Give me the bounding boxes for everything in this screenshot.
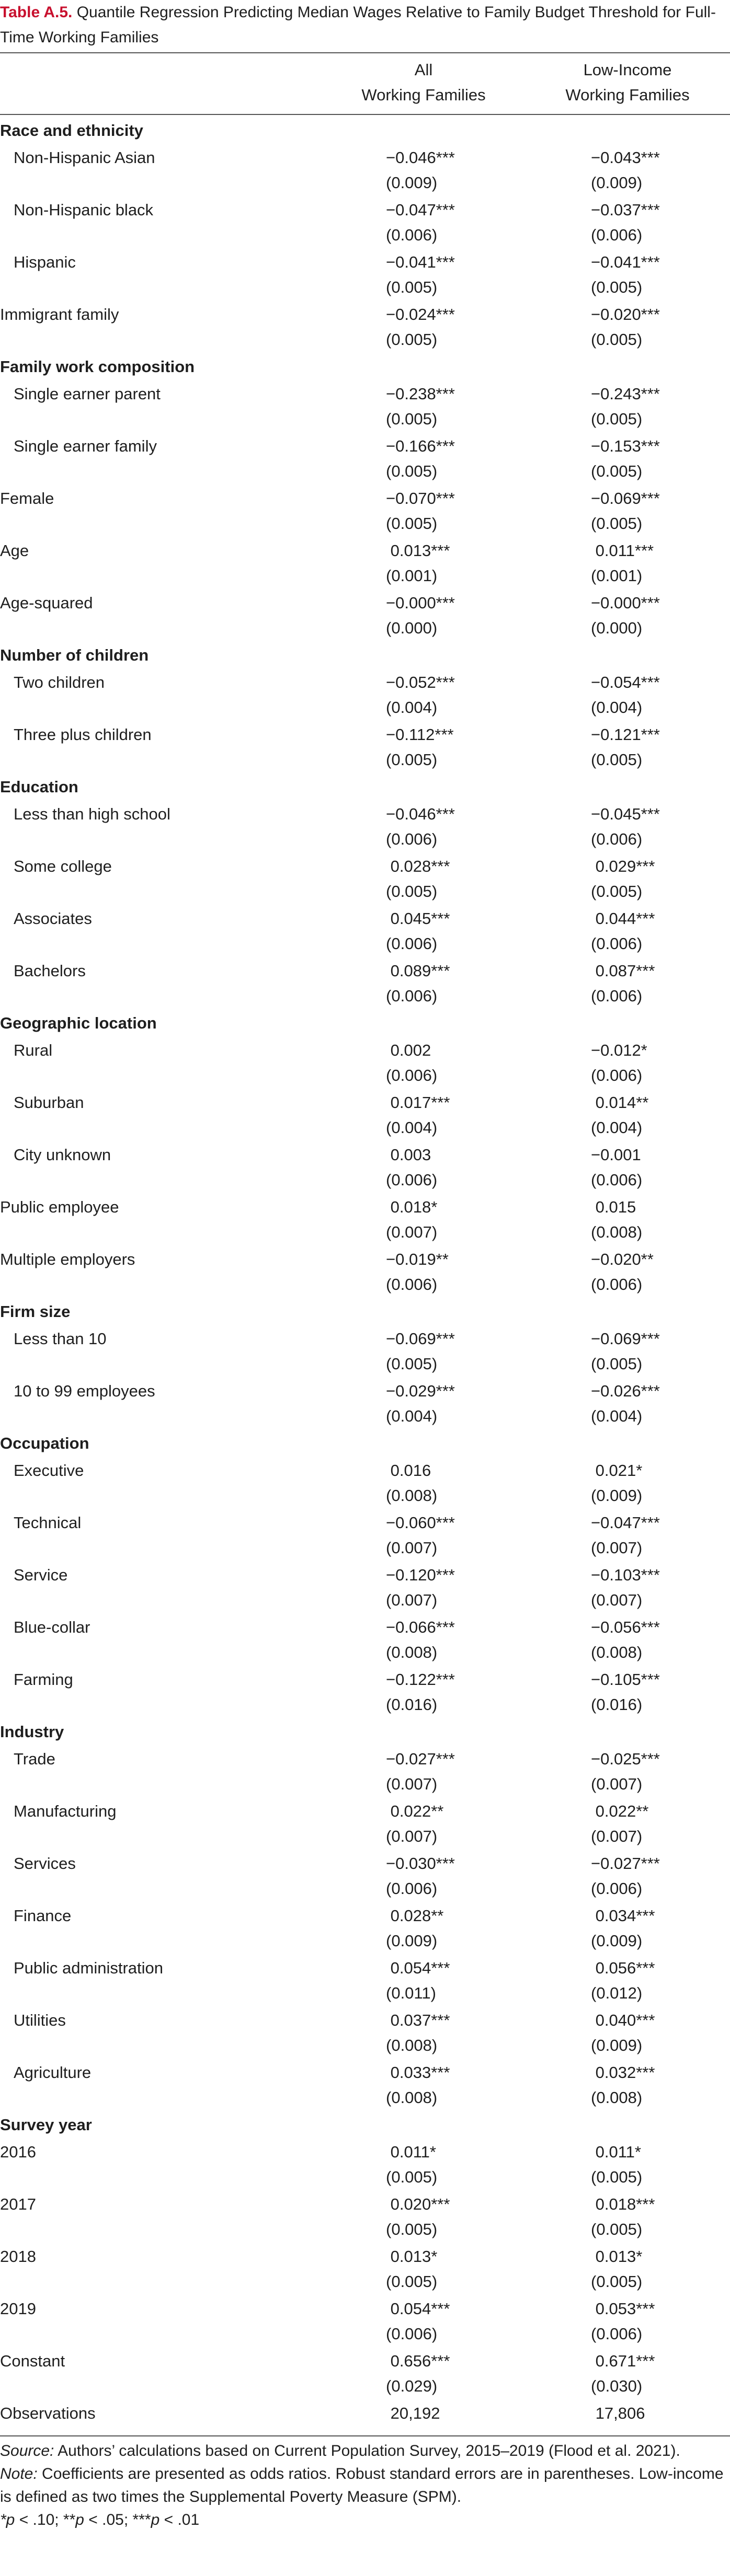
sig-part-c: p [75,2511,84,2528]
row-label: Suburban [14,1093,84,1112]
row-label: Hispanic [14,253,76,271]
row-label: Technical [14,1514,82,1532]
row-label: Non-Hispanic black [14,201,154,219]
se-low: (0.005) [591,410,643,428]
coef-low: −0.105*** [591,1670,660,1689]
column-header-all-line1: All [414,61,433,79]
se-all: (0.007) [386,1223,438,1241]
se-low: (0.001) [591,567,643,585]
coef-all: −0.027*** [386,1750,455,1768]
se-low: (0.008) [591,2088,643,2107]
row-label: Non-Hispanic Asian [14,148,155,167]
se-all: (0.016) [386,1695,438,1714]
coef-all: 0.017*** [386,1093,450,1112]
se-low: (0.005) [591,2220,643,2238]
se-low: (0.030) [591,2377,643,2395]
coef-low: 0.011* [591,2143,641,2161]
se-all: (0.007) [386,1775,438,1793]
coef-all: −0.238*** [386,385,455,403]
se-low: (0.006) [591,226,643,244]
se-all: (0.005) [386,330,438,349]
se-all: (0.009) [386,174,438,192]
row-label: Constant [0,2352,65,2370]
bottom-rule [0,2435,730,2436]
se-all: (0.005) [386,2220,438,2238]
coef-low: 0.011*** [591,541,654,560]
row-label: Immigrant family [0,305,119,324]
se-low: (0.005) [591,514,643,533]
coef-all: −0.000*** [386,594,455,612]
row-label: Trade [14,1750,55,1768]
coef-low: −0.054*** [591,673,660,691]
se-all: (0.007) [386,1827,438,1845]
coef-all: 0.003 [386,1146,431,1164]
se-low: (0.007) [591,1775,643,1793]
top-rule [0,52,730,53]
se-all: (0.005) [386,882,438,900]
se-low: (0.006) [591,934,643,953]
row-label: Associates [14,909,92,928]
se-low: (0.005) [591,882,643,900]
table-caption [0,0,727,50]
se-all: (0.005) [386,1355,438,1373]
coef-low: 0.040*** [591,2011,655,2029]
se-all: (0.006) [386,1275,438,1293]
se-all: (0.009) [386,1932,438,1950]
coef-all: 0.002 [386,1041,431,1059]
coef-low: −0.069*** [591,489,660,507]
se-low: (0.006) [591,1879,643,1898]
coef-low: 0.022** [591,1802,649,1820]
coef-low: 0.018*** [591,2195,655,2213]
se-low: (0.009) [591,2036,643,2054]
coef-low: −0.001 [591,1146,641,1164]
se-all: (0.000) [386,619,438,637]
coef-all: −0.041*** [386,253,455,271]
coef-all: −0.046*** [386,148,455,167]
coef-low: −0.020** [591,1250,654,1268]
se-low: (0.006) [591,987,643,1005]
se-low: (0.005) [591,1355,643,1373]
footnote-note-label: Note: [0,2465,38,2482]
coef-low: 0.044*** [591,909,655,928]
coef-low: 0.013* [591,2247,643,2266]
coef-all: −0.166*** [386,437,455,455]
row-label: Agriculture [14,2063,92,2082]
coef-all: 0.054*** [386,1959,450,1977]
row-label: Finance [14,1907,72,1925]
table-caption-text: Quantile Regression Predicting Median Wages Relative to Family Budget Threshold for Full-Time Working Families [0,4,716,46]
row-label: Some college [14,857,112,875]
coef-all: −0.019** [386,1250,449,1268]
column-header-low-income [528,57,727,108]
se-low: (0.008) [591,1643,643,1661]
se-all: (0.008) [386,2036,438,2054]
row-label: Public employee [0,1198,119,1216]
se-all: (0.007) [386,1591,438,1609]
row-label: Observations [0,2404,96,2422]
se-all: (0.005) [386,278,438,296]
footnote-note-text: Coefficients are presented as odds ratios. Robust standard errors are in parentheses. Low-income is defined as two times the Supplemental Poverty Measure (SPM). [0,2465,724,2505]
coef-low: −0.045*** [591,805,660,823]
coef-low: 0.034*** [591,1907,655,1925]
se-low: (0.004) [591,1407,643,1425]
row-label: Single earner parent [14,385,161,403]
section-label: Number of children [0,646,149,664]
se-low: (0.009) [591,1932,643,1950]
coef-all: −0.024*** [386,305,455,324]
coef-all: −0.047*** [386,201,455,219]
coef-all: −0.120*** [386,1566,455,1584]
row-label: Two children [14,673,105,691]
coef-all: −0.052*** [386,673,455,691]
coef-low: −0.043*** [591,148,660,167]
se-low: (0.006) [591,1066,643,1084]
coef-low: −0.243*** [591,385,660,403]
coef-all: 0.054*** [386,2300,450,2318]
coef-low: 0.021* [591,1461,643,1480]
footnote-source-label: Source: [0,2442,54,2459]
coef-low: −0.153*** [591,437,660,455]
se-all: (0.029) [386,2377,438,2395]
coef-all: 0.022** [386,1802,444,1820]
coef-all: 0.045*** [386,909,450,928]
footnote-source-text: Authors’ calculations based on Current Population Survey, 2015–2019 (Flood et al. 2021). [54,2442,680,2459]
se-all: (0.006) [386,2325,438,2343]
se-all: (0.005) [386,2272,438,2291]
row-label: Single earner family [14,437,157,455]
table-caption-label: Table A.5. [0,4,73,21]
column-header-low-line2: Working Families [565,86,690,104]
row-label: 10 to 99 employees [14,1382,155,1400]
row-label: Farming [14,1670,73,1689]
coef-all: 0.016 [386,1461,431,1480]
coef-low: −0.037*** [591,201,660,219]
section-label: Race and ethnicity [0,121,143,140]
se-all: (0.008) [386,2088,438,2107]
column-header-low-line1: Low-Income [583,61,672,79]
sig-part-a: *p [0,2511,15,2528]
se-all: (0.004) [386,1118,438,1137]
se-low: (0.005) [591,2272,643,2291]
se-low: (0.006) [591,1171,643,1189]
se-all: (0.006) [386,1066,438,1084]
coef-all: 0.028** [386,1907,444,1925]
coef-low: −0.121*** [591,725,660,744]
se-all: (0.005) [386,2168,438,2186]
coef-all: −0.029*** [386,1382,455,1400]
coef-low: −0.041*** [591,253,660,271]
row-label: City unknown [14,1146,111,1164]
se-low: (0.004) [591,698,643,717]
se-low: (0.009) [591,1486,643,1505]
coef-all: −0.060*** [386,1514,455,1532]
se-low: (0.008) [591,1223,643,1241]
se-all: (0.005) [386,750,438,769]
coef-low: 0.015 [591,1198,636,1216]
se-all: (0.006) [386,1171,438,1189]
row-label: Female [0,489,54,507]
column-header-all-line2: Working Families [361,86,486,104]
row-label: Age-squared [0,594,93,612]
se-low: (0.016) [591,1695,643,1714]
se-all: (0.006) [386,1879,438,1898]
coef-low: −0.012* [591,1041,647,1059]
coef-all: 0.011* [386,2143,436,2161]
coef-low: −0.069*** [591,1330,660,1348]
se-all: (0.006) [386,934,438,953]
row-label: Utilities [14,2011,66,2029]
se-all: (0.006) [386,226,438,244]
sig-part-b: < .10; ** [15,2511,76,2528]
coef-low: −0.000*** [591,594,660,612]
se-low: (0.006) [591,2325,643,2343]
se-all: (0.005) [386,514,438,533]
row-label: Service [14,1566,68,1584]
column-header-all [314,57,533,108]
section-label: Occupation [0,1434,89,1452]
se-low: (0.009) [591,174,643,192]
footnote-note [0,2463,730,2509]
coef-all: 0.013*** [386,541,450,560]
coef-all: 0.089*** [386,962,450,980]
coef-low: −0.020*** [591,305,660,324]
se-low: (0.006) [591,830,643,848]
coef-low: −0.027*** [591,1854,660,1873]
se-all: (0.008) [386,1643,438,1661]
row-label: Less than 10 [14,1330,107,1348]
se-low: (0.000) [591,619,643,637]
se-low: (0.007) [591,1827,643,1845]
row-label: Manufacturing [14,1802,117,1820]
footnote-source [0,2440,730,2463]
row-label: Blue-collar [14,1618,90,1636]
section-label: Survey year [0,2116,92,2134]
se-all: (0.011) [386,1984,436,2002]
se-all: (0.001) [386,567,438,585]
row-label: Executive [14,1461,84,1480]
coef-low: 0.029*** [591,857,655,875]
se-low: (0.004) [591,1118,643,1137]
row-label: 2017 [0,2195,36,2213]
se-low: (0.005) [591,278,643,296]
row-label: 2018 [0,2247,36,2266]
row-label: Bachelors [14,962,86,980]
se-low: (0.007) [591,1591,643,1609]
coef-all: 20,192 [386,2404,440,2422]
row-label: Age [0,541,29,560]
se-all: (0.004) [386,698,438,717]
coef-low: −0.026*** [591,1382,660,1400]
footnote-significance [0,2509,730,2532]
coef-low: −0.103*** [591,1566,660,1584]
sig-part-f: < .01 [159,2511,200,2528]
row-label: 2016 [0,2143,36,2161]
coef-all: −0.122*** [386,1670,455,1689]
sig-part-d: < .05; *** [84,2511,151,2528]
se-all: (0.004) [386,1407,438,1425]
row-label: Less than high school [14,805,170,823]
coef-low: 0.053*** [591,2300,655,2318]
row-label: 2019 [0,2300,36,2318]
coef-low: −0.047*** [591,1514,660,1532]
coef-all: 0.013* [386,2247,438,2266]
section-label: Industry [0,1723,64,1741]
coef-low: 0.671*** [591,2352,655,2370]
coef-all: 0.020*** [386,2195,450,2213]
coef-low: 0.056*** [591,1959,655,1977]
coef-low: 0.032*** [591,2063,655,2082]
row-label: Public administration [14,1959,164,1977]
section-label: Education [0,778,78,796]
se-low: (0.005) [591,462,643,480]
coef-all: 0.028*** [386,857,450,875]
sig-part-e: p [151,2511,160,2528]
footnotes [0,2440,730,2532]
se-low: (0.005) [591,330,643,349]
section-label: Firm size [0,1302,71,1321]
coef-all: 0.033*** [386,2063,450,2082]
row-label: Three plus children [14,725,152,744]
coef-all: −0.030*** [386,1854,455,1873]
coef-all: 0.656*** [386,2352,450,2370]
se-low: (0.006) [591,1275,643,1293]
coef-all: −0.066*** [386,1618,455,1636]
coef-low: 17,806 [591,2404,645,2422]
coef-all: 0.037*** [386,2011,450,2029]
row-label: Multiple employers [0,1250,135,1268]
se-low: (0.005) [591,2168,643,2186]
se-all: (0.005) [386,410,438,428]
coef-all: −0.112*** [386,725,454,744]
se-all: (0.006) [386,830,438,848]
coef-low: −0.025*** [591,1750,660,1768]
coef-low: 0.014** [591,1093,649,1112]
se-all: (0.006) [386,987,438,1005]
coef-all: −0.046*** [386,805,455,823]
se-low: (0.005) [591,750,643,769]
se-low: (0.012) [591,1984,643,2002]
coef-all: −0.069*** [386,1330,455,1348]
row-label: Services [14,1854,76,1873]
se-all: (0.008) [386,1486,438,1505]
section-label: Geographic location [0,1014,157,1032]
coef-all: −0.070*** [386,489,455,507]
row-label: Rural [14,1041,53,1059]
section-label: Family work composition [0,357,195,376]
se-low: (0.007) [591,1539,643,1557]
se-all: (0.005) [386,462,438,480]
coef-low: −0.056*** [591,1618,660,1636]
se-all: (0.007) [386,1539,438,1557]
header-rule [0,114,730,115]
coef-low: 0.087*** [591,962,655,980]
coef-all: 0.018* [386,1198,438,1216]
